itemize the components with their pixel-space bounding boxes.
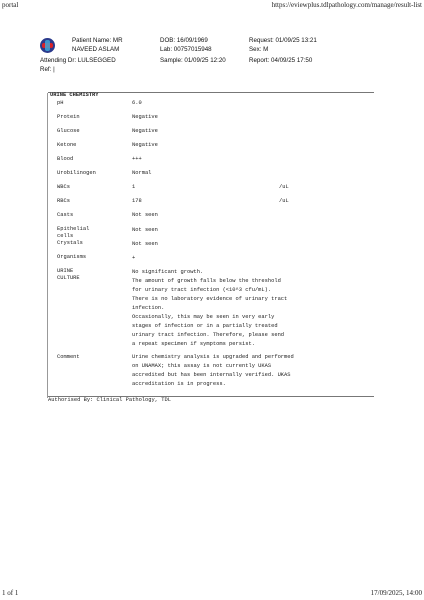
culture-line: infection. xyxy=(132,305,165,311)
browser-title: portal xyxy=(2,1,19,9)
comment-line: accreditation is in progress. xyxy=(132,381,226,387)
lab-number: Lab: 00757015948 xyxy=(160,46,212,53)
result-value: Negative xyxy=(132,114,158,120)
result-value: Normal xyxy=(132,170,152,176)
result-name: Crystals xyxy=(57,240,83,246)
result-name: Epithelial xyxy=(57,226,90,232)
left-border xyxy=(47,93,48,398)
report-date: Report: 04/09/25 17:50 xyxy=(249,57,313,64)
result-name: Casts xyxy=(57,212,74,218)
comment-line: Urine chemistry analysis is upgraded and performed xyxy=(132,354,294,360)
section-title: URINE CHEMISTRY xyxy=(50,92,99,98)
result-name: Blood xyxy=(57,156,74,162)
result-value: Not seen xyxy=(132,227,158,233)
result-name: pH xyxy=(57,100,64,106)
request-date: Request: 01/09/25 13:21 xyxy=(249,37,317,44)
result-name: Protein xyxy=(57,114,80,120)
culture-line: Occasionally, this may be seen in very early xyxy=(132,314,275,320)
culture-line: There is no laboratory evidence of urinary tract xyxy=(132,296,288,302)
result-name: Organisms xyxy=(57,254,87,260)
attending-doctor: Attending Dr: LULSEGGED xyxy=(40,57,116,64)
comment-label: Comment xyxy=(57,354,80,360)
culture-line: No significant growth. xyxy=(132,269,204,275)
browser-url[interactable]: https://eviewplus.tdlpathology.com/manage/result-list xyxy=(271,1,422,9)
result-value: Not seen xyxy=(132,241,158,247)
dob: DOB: 16/09/1969 xyxy=(160,37,208,44)
patient-name: NAVEED ASLAM xyxy=(72,46,120,53)
culture-name-cont: CULTURE xyxy=(57,275,80,281)
sample-date: Sample: 01/09/25 12:20 xyxy=(160,57,226,64)
authorised-by: Authorised By: Clinical Pathology, TDL xyxy=(48,397,171,403)
result-name: Urobilinogen xyxy=(57,170,96,176)
page-indicator: 1 of 1 xyxy=(2,589,19,597)
culture-line: stages of infection or in a partially treated xyxy=(132,323,278,329)
sex: Sex: M xyxy=(249,46,269,53)
culture-line: for urinary tract infection (<10^3 cfu/mL). xyxy=(132,287,272,293)
result-value: Negative xyxy=(132,142,158,148)
comment-line: accredited but has been internally verified. UKAS xyxy=(132,372,291,378)
result-unit: /uL xyxy=(279,198,289,204)
result-value: 178 xyxy=(132,198,142,204)
result-value: 6.0 xyxy=(132,100,142,106)
comment-line: on UNAMAX; this assay is not currently UKAS xyxy=(132,363,272,369)
result-value: +++ xyxy=(132,156,142,162)
result-name: Ketone xyxy=(57,142,77,148)
result-name: WBCs xyxy=(57,184,70,190)
print-datetime: 17/09/2025, 14:00 xyxy=(370,589,422,597)
culture-line: a repeat specimen if symptoms persist. xyxy=(132,341,255,347)
lab-logo-icon xyxy=(40,38,55,53)
result-value: 1 xyxy=(132,184,136,190)
result-value: Negative xyxy=(132,128,158,134)
result-unit: /uL xyxy=(279,184,289,190)
result-value: + xyxy=(132,255,136,261)
result-name-cont: cells xyxy=(57,233,74,239)
culture-line: urinary tract infection. Therefore, please send xyxy=(132,332,285,338)
patient-name-label: Patient Name: MR xyxy=(72,37,123,44)
culture-name: URINE xyxy=(57,268,74,274)
result-name: Glucose xyxy=(57,128,80,134)
result-value: Not seen xyxy=(132,212,158,218)
ref: Ref: | xyxy=(40,66,55,73)
culture-line: The amount of growth falls below the threshold xyxy=(132,278,281,284)
result-name: RBCs xyxy=(57,198,70,204)
